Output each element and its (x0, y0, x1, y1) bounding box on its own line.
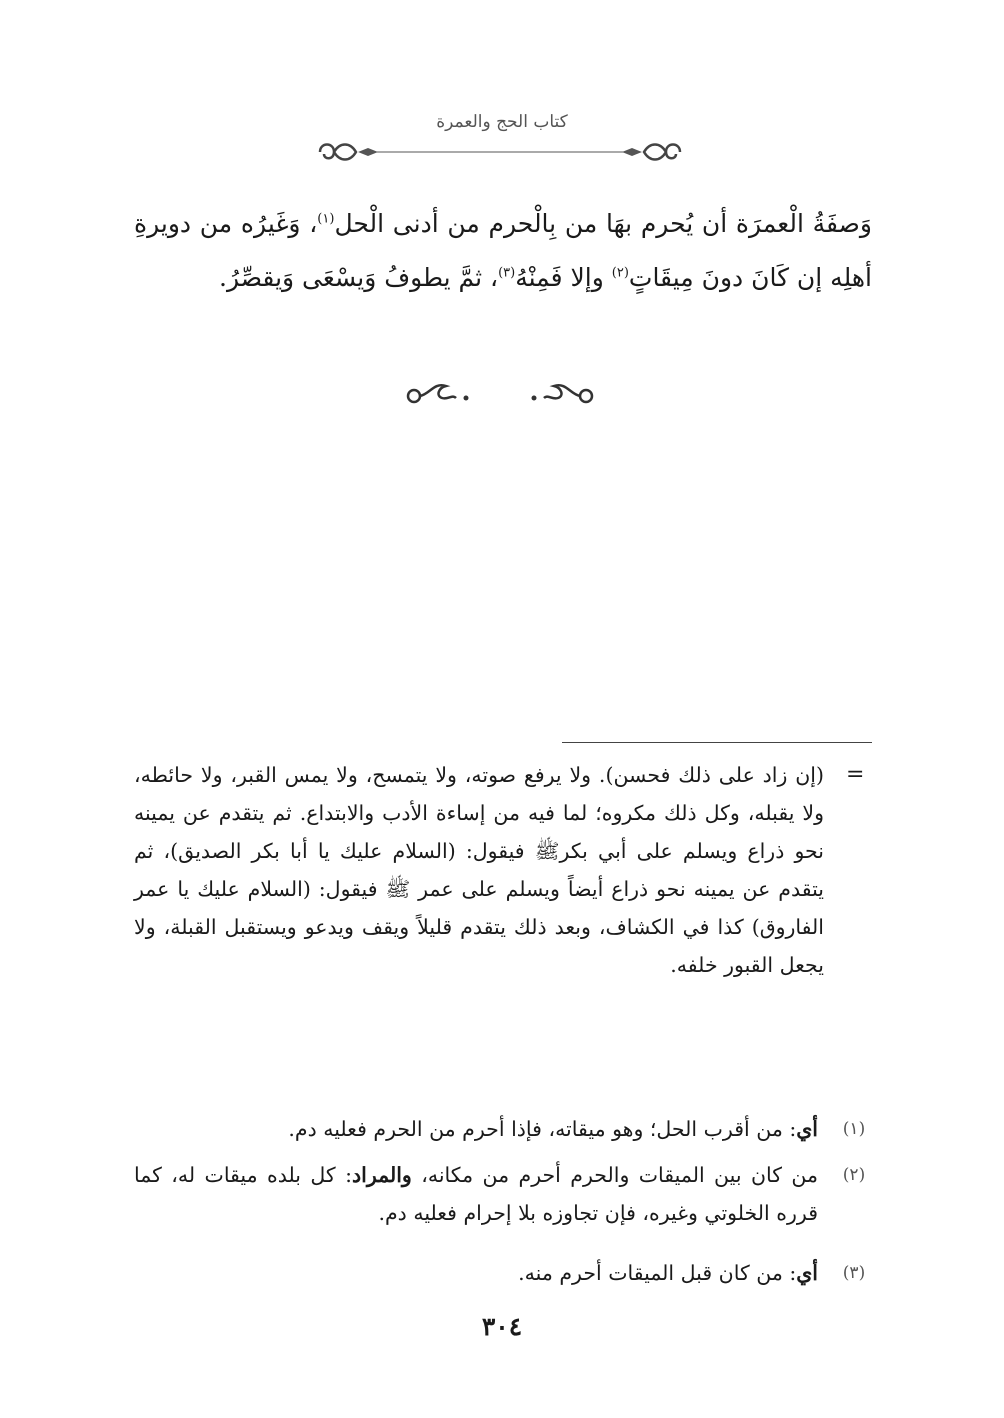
footnote-ref: (١) (317, 211, 335, 227)
footnote-lead: أي (796, 1261, 818, 1285)
footnote-number: (٣) (842, 1263, 866, 1283)
footnote-text: من كان بين الميقات والحرم أحرم من مكانه، (411, 1163, 818, 1187)
footnote-text: : كل بلده ميقات له، كما قرره الخلوتي وغيره، فإن تجاوزه بلا إحرام فعليه دم. (134, 1163, 818, 1225)
footnote-text: : من أقرب الحل؛ وهو ميقاته، فإذا أحرم من الحرم فعليه دم. (288, 1117, 797, 1141)
main-text-part: ، ثمَّ يطوفُ وَيسْعَى وَيقصِّرُ. (219, 263, 499, 292)
footnote-ref: (٣) (498, 265, 516, 281)
page-number: ٣٠٤ (481, 1312, 523, 1341)
section-end-ornament (400, 378, 600, 412)
footnote-ref: (٢) (611, 265, 629, 281)
main-text-part: وَصفَةُ الْعمرَة أن يُحرم بهَا من بِالْحرم من أدنى الْحل (334, 209, 872, 238)
main-text-part: وإلا فَمِنْهُ (515, 263, 612, 292)
footnote-number: (١) (842, 1119, 866, 1139)
footnote-number: (٢) (842, 1165, 866, 1185)
footnote-lead: أي (796, 1117, 818, 1141)
main-text-part: ، وَغَيرُه من دويرةِ أهلِه إن كَانَ دونَ مِيقَاتٍ (134, 209, 872, 292)
footnote-2 (134, 1156, 872, 1232)
footnote-lead: والمراد (352, 1163, 412, 1187)
footnote-3 (134, 1254, 872, 1292)
footnote-1 (134, 1110, 872, 1148)
main-text (134, 197, 872, 305)
header-ornament (310, 136, 690, 172)
footnote-text: : من كان قبل الميقات أحرم منه. (518, 1261, 797, 1285)
footnote-separator (562, 742, 872, 743)
footnote-continuation: (إن زاد على ذلك فحسن). ولا يرفع صوته، ولا يتمسح، ولا يمس القبر، ولا حائطه، ولا يقبله، وكل ذلك مكروه؛ لما فيه من إساءة الأدب والابتداع. ثم يتقدم عن يمينه نحو ذراع ويسلم على أبي بكرﷺ فيقول: (السلام عليك يا أبا بكر الصديق)، ثم يتقدم عن يمينه نحو ذراع أيضاً ويسلم على عمر ﷺ فيقول: (السلام عليك يا عمر الفاروق) كذا في الكشاف، وبعد ذلك يتقدم قليلاً ويقف ويدعو ويستقبل القبلة، ولا يجعل القبور خلفه. (134, 763, 824, 977)
continuation-marker: = (846, 762, 865, 787)
running-header: كتاب الحج والعمرة (436, 112, 568, 132)
